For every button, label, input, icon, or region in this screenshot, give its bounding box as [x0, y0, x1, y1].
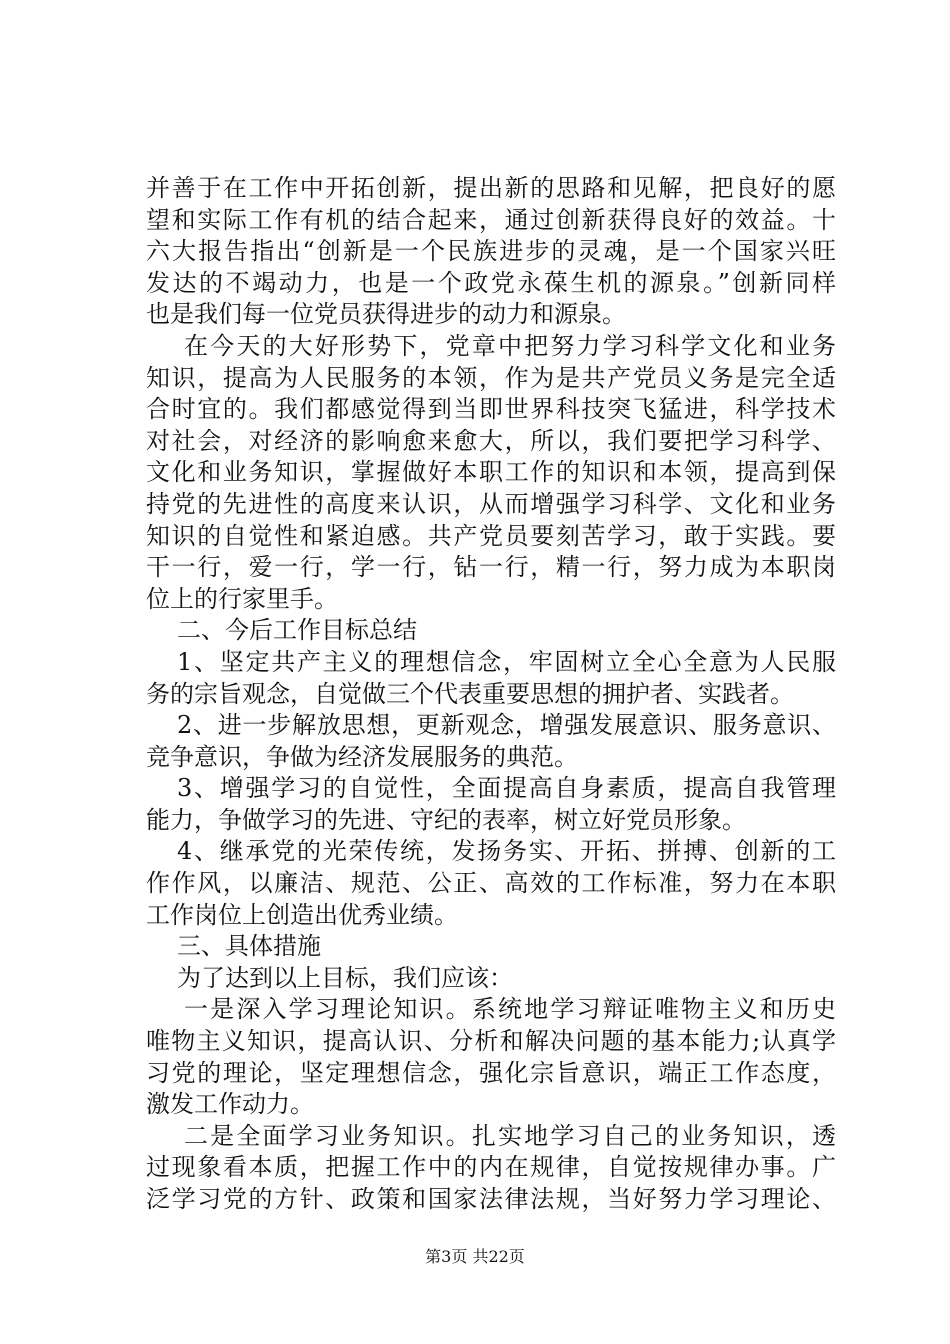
paragraph-line: 能力，争做学习的先进、守纪的表率，树立好党员形象。: [146, 805, 746, 834]
paragraph-line: 过现象看本质，把握工作中的内在规律，自觉按规律办事。广: [146, 1153, 836, 1182]
paragraph-line: 习党的理论，坚定理想信念，强化宗旨意识，端正工作态度，: [146, 1058, 836, 1087]
paragraph-line: 位上的行家里手。: [146, 584, 338, 613]
document-body: [146, 173, 836, 1216]
paragraph-line: 文化和业务知识，掌握做好本职工作的知识和本领，提高到保: [146, 458, 836, 487]
paragraph-line: 1、坚定共产主义的理想信念，牢固树立全心全意为人民服: [177, 647, 836, 676]
paragraph-line: 3、增强学习的自觉性，全面提高自身素质，提高自我管理: [177, 774, 836, 803]
paragraph-line: 一是深入学习理论知识。系统地学习辩证唯物主义和历史: [184, 995, 836, 1024]
paragraph-line: 泛学习党的方针、政策和国家法律法规，当好努力学习理论、: [146, 1185, 836, 1213]
paragraph-line: 望和实际工作有机的结合起来，通过创新获得良好的效益。十: [146, 205, 836, 234]
paragraph-line: 合时宜的。我们都感觉得到当即世界科技突飞猛进，科学技术: [146, 395, 836, 424]
paragraph-line: 干一行，爱一行，学一行，钻一行，精一行，努力成为本职岗: [146, 553, 836, 582]
paragraph-line: 2、进一步解放思想，更新观念，增强发展意识、服务意识、: [177, 711, 836, 740]
paragraph-line: 发达的不竭动力，也是一个政党永葆生机的源泉。”创新同样: [146, 268, 836, 297]
paragraph-line: 工作岗位上创造出优秀业绩。: [146, 900, 458, 929]
paragraph-line: 作作风，以廉洁、规范、公正、高效的工作标准，努力在本职: [146, 869, 836, 898]
paragraph-line: 4、继承党的光荣传统，发扬务实、开拓、拼搏、创新的工: [177, 837, 836, 866]
paragraph-line: 为了达到以上目标，我们应该：: [177, 963, 513, 992]
paragraph-line: 也是我们每一位党员获得进步的动力和源泉。: [146, 300, 626, 329]
paragraph-line: 二是全面学习业务知识。扎实地学习自己的业务知识，透: [184, 1121, 836, 1150]
paragraph-line: 务的宗旨观念，自觉做三个代表重要思想的拥护者、实践者。: [146, 679, 794, 708]
section-heading: 二、今后工作目标总结: [177, 616, 417, 645]
paragraph-line: 知识的自觉性和紧迫感。共产党员要刻苦学习，敢于实践。要: [146, 521, 836, 550]
paragraph-line: 在今天的大好形势下，党章中把努力学习科学文化和业务: [184, 331, 836, 360]
paragraph-line: 唯物主义知识，提高认识、分析和解决问题的基本能力;认真学: [146, 1027, 836, 1056]
paragraph-line: 持党的先进性的高度来认识，从而增强学习科学、文化和业务: [146, 489, 836, 518]
paragraph-line: 六大报告指出“创新是一个民族进步的灵魂，是一个国家兴旺: [146, 237, 836, 266]
paragraph-line: 知识，提高为人民服务的本领，作为是共产党员义务是完全适: [146, 363, 836, 392]
paragraph-line: 激发工作动力。: [146, 1090, 314, 1119]
paragraph-line: 竞争意识，争做为经济发展服务的典范。: [146, 742, 578, 771]
section-heading: 三、具体措施: [177, 932, 321, 961]
page-number-footer: 第3页 共22页: [425, 1247, 525, 1266]
paragraph-line: 并善于在工作中开拓创新，提出新的思路和见解，把良好的愿: [146, 174, 836, 202]
paragraph-line: 对社会，对经济的影响愈来愈大，所以，我们要把学习科学、: [146, 426, 836, 455]
